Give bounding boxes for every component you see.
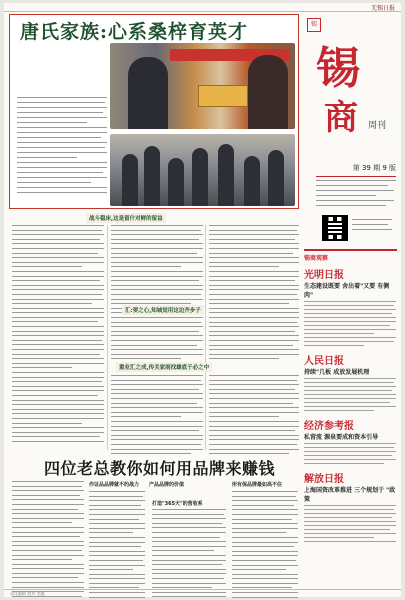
sidebar-review bbox=[304, 249, 397, 589]
issue-rule bbox=[316, 176, 396, 177]
issue-number: 第 39 期 9 版 bbox=[352, 164, 396, 172]
bottom-subheading: 所有保品牌最如高不住 bbox=[232, 482, 283, 488]
sidebar-item-title: 生态建设既要 舍出着"又要 有侧肉" bbox=[304, 283, 390, 299]
sidebar-item[interactable] bbox=[304, 470, 397, 542]
article-column bbox=[209, 317, 299, 363]
qr-caption bbox=[352, 219, 396, 234]
sidebar-section-label: 锡商观察 bbox=[304, 255, 329, 262]
photo-figure bbox=[268, 150, 284, 206]
photo-figure bbox=[192, 148, 208, 206]
section-heading: 战斗稳床,这是留什对鲜的留益 bbox=[86, 213, 166, 223]
sidebar-item-title: 私营流 源泉要成和资本引导 bbox=[304, 434, 379, 441]
sidebar-source-logo: 经济参考报 bbox=[304, 421, 354, 432]
sidebar-source-logo: 人民日报 bbox=[304, 356, 344, 367]
sidebar-item-text bbox=[304, 378, 397, 411]
sidebar-item[interactable] bbox=[304, 266, 397, 346]
bottom-subheading: 打造"365天"的营收系 bbox=[152, 501, 203, 507]
photo-certificate bbox=[198, 85, 248, 107]
feature-title: 唐氏家族:心系桑梓育英才 bbox=[20, 21, 249, 43]
masthead-suffix: 周刊 bbox=[368, 121, 387, 131]
column-divider bbox=[107, 225, 108, 450]
feature-story[interactable] bbox=[9, 14, 299, 209]
photo-person-left bbox=[128, 57, 168, 129]
sidebar-item-text bbox=[304, 505, 397, 542]
feature-body-text bbox=[17, 97, 107, 205]
footer-credits: 责任编辑 校对 美编 bbox=[10, 591, 45, 596]
masthead-char-2: 商 bbox=[324, 98, 358, 138]
award-photo bbox=[110, 43, 295, 129]
masthead-char-1: 锡 bbox=[316, 43, 360, 94]
photo-figure bbox=[168, 158, 184, 206]
photo-person-right bbox=[248, 55, 288, 129]
top-rule bbox=[4, 3, 401, 12]
bottom-subheading: 产品品牌的价值 bbox=[149, 482, 185, 488]
bottom-subheading: 作证品品牌就不的战力 bbox=[89, 482, 140, 488]
sidebar-item-title: 持续"几板 成放发展机理 bbox=[304, 369, 370, 376]
article-column bbox=[111, 225, 203, 317]
photo-figure bbox=[218, 144, 234, 206]
sidebar-source-logo: 光明日报 bbox=[304, 270, 344, 281]
article-column bbox=[89, 491, 145, 600]
article-column bbox=[152, 509, 226, 600]
article-column bbox=[12, 225, 104, 446]
section-heading: 汇:要之心,知城觉用这边齐步子 bbox=[122, 305, 204, 315]
masthead bbox=[304, 14, 397, 144]
issue-info bbox=[316, 163, 396, 210]
sidebar-source-logo: 解放日报 bbox=[304, 474, 344, 485]
article-column bbox=[209, 375, 299, 458]
sidebar-item[interactable] bbox=[304, 417, 397, 464]
article-column bbox=[12, 481, 84, 600]
bottom-headline[interactable]: 四位老总教你如何用品牌来赚钱 bbox=[44, 459, 276, 478]
sidebar-item[interactable] bbox=[304, 352, 397, 411]
photo-figure bbox=[144, 146, 160, 206]
qr-code[interactable] bbox=[322, 215, 348, 241]
sidebar-item-title: 上海国资改革推进 三个规划于 "政策 bbox=[304, 487, 396, 503]
group-photo bbox=[110, 134, 295, 206]
paper-name: 无锡日报 bbox=[370, 5, 395, 12]
masthead-stamp: 锡 bbox=[307, 18, 321, 32]
photo-figure bbox=[244, 156, 260, 206]
article-column bbox=[209, 225, 299, 317]
page-footer bbox=[4, 589, 401, 597]
article-column bbox=[111, 375, 203, 458]
article-column bbox=[232, 491, 298, 600]
issue-details bbox=[316, 180, 396, 206]
newspaper-page bbox=[4, 3, 401, 597]
sidebar-item-text bbox=[304, 301, 397, 346]
sidebar-item-text bbox=[304, 443, 397, 464]
section-heading: 重业汇之成,传关家雨找雄底于必之中 bbox=[116, 362, 212, 372]
photo-figure bbox=[122, 154, 138, 206]
